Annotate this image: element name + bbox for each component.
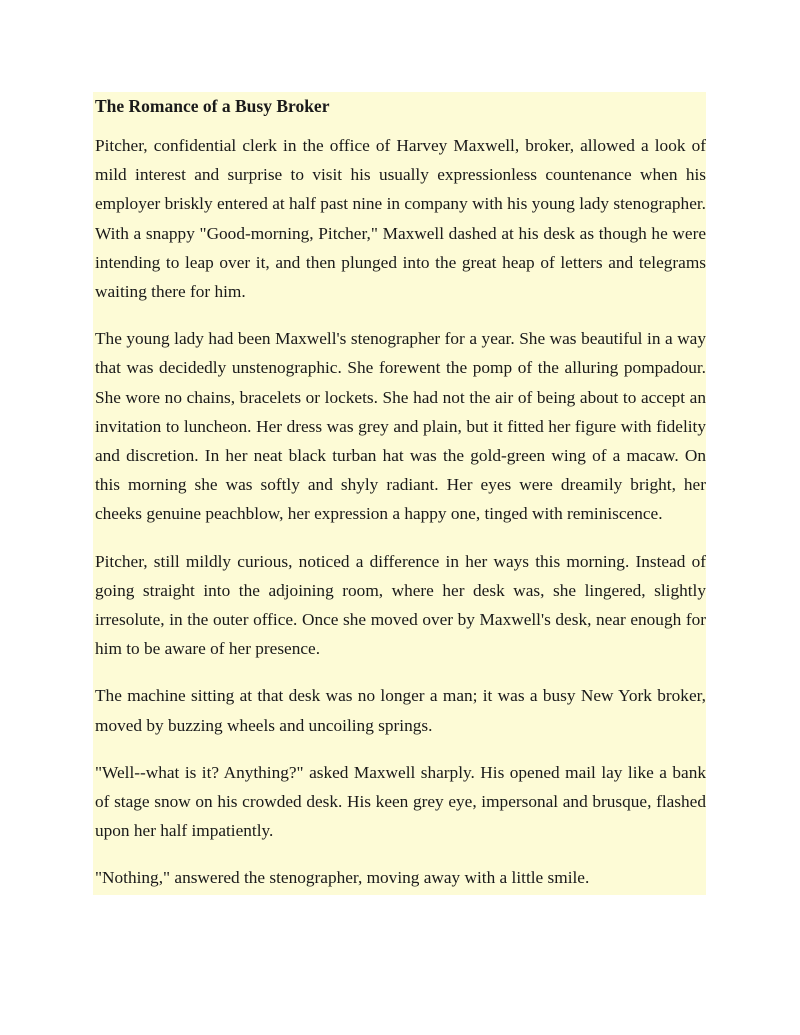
paragraph: The young lady had been Maxwell's stenographer for a year. She was beautiful in a way that was decidedly unstenographic. She forewent the pomp of the alluring pompadour. She wore no chains, bracelets or lockets. She had not the air of being about to accept an invitation to luncheon. Her dress was grey and plain, but it fitted her figure with fidelity and discretion. In her neat black turban hat was the gold-green wing of a macaw. On this morning she was softly and shyly radiant. Her eyes were dreamily bright, her cheeks genuine peachblow, her expression a happy one, tinged with reminiscence. (95, 329, 706, 524)
paragraph: "Well--what is it? Anything?" asked Maxwell sharply. His opened mail lay like a bank of stage snow on his crowded desk. His keen grey eye, impersonal and brusque, flashed upon her half impatiently. (95, 762, 706, 841)
paragraph: The machine sitting at that desk was no longer a man; it was a busy New York broker, moved by buzzing wheels and uncoiling springs. (95, 686, 706, 735)
document-title: The Romance of a Busy Broker (95, 96, 330, 116)
paragraph: Pitcher, still mildly curious, noticed a difference in her ways this morning. Instead of going straight into the adjoining room, where her desk was, she lingered, slightly irresolute, in the outer office. Once she moved over by Maxwell's desk, near enough for him to be aware of her presence. (95, 551, 706, 659)
paragraph: "Nothing," answered the stenographer, moving away with a little smile. (95, 868, 590, 888)
paragraph: Pitcher, confidential clerk in the office of Harvey Maxwell, broker, allowed a look of mild interest and surprise to visit his usually expressionless countenance when his employer briskly entered at half past nine in company with his young lady stenographer. With a snappy "Good-morning, Pitcher," Maxwell dashed at his desk as though he were intending to leap over it, and then plunged into the great heap of letters and telegrams waiting there for him. (95, 136, 706, 302)
document-body (93, 92, 706, 895)
